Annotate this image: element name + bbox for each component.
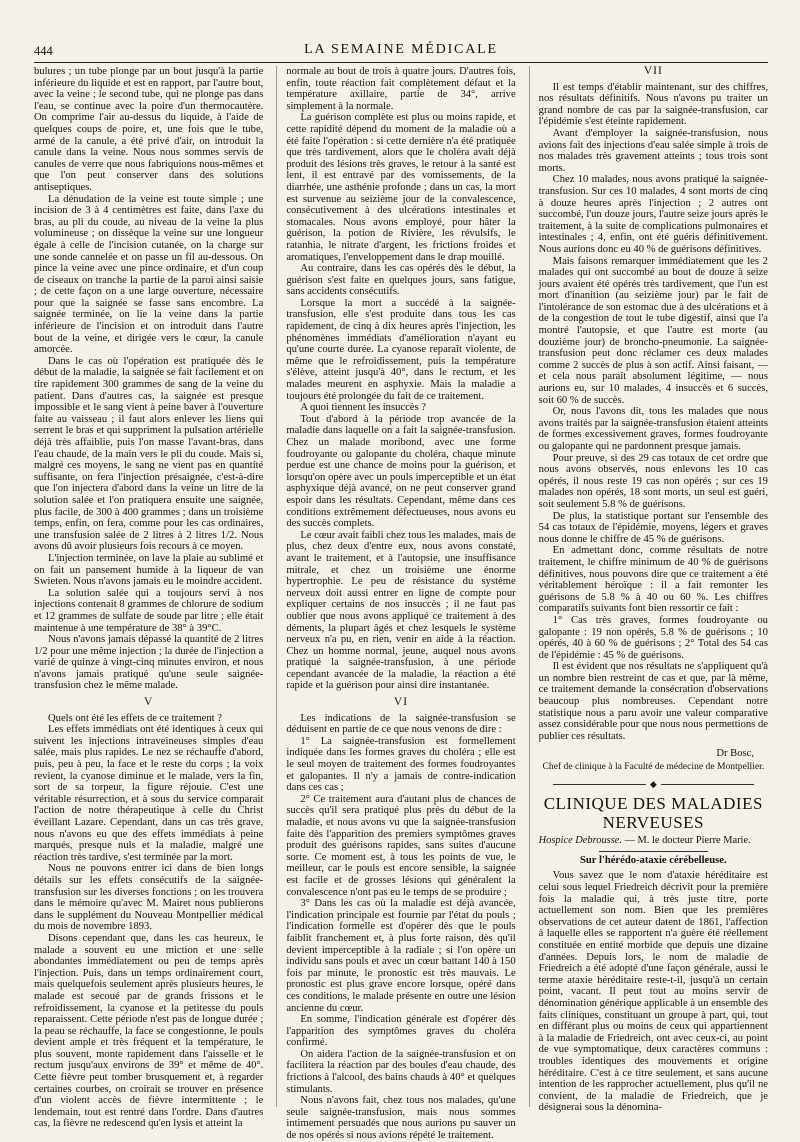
paragraph: 1° La saignée-transfusion est formellement indiquée dans les formes graves du choléra ; elle est le seul moyen de traitement des formes foudroyantes et galopantes. Il n'y a jamais de contre-indication dans ces cas ; — [286, 735, 516, 794]
paragraph: Nous n'avons jamais dépassé la quantité de 2 litres 1/2 pour une même injection ; la durée de l'injection a varié de quinze à vingt-cinq minutes environ, et nous n'avons jamais pratiqué qu'une seule saignée-transfusion chez le même malade. — [34, 634, 264, 692]
column-2 — [276, 66, 516, 1142]
page-header — [34, 37, 768, 63]
paragraph: L'injection terminée, on lave la plaie au sublimé et on fait un pansement humide à la liqueur de van Swieten. Nous n'avons jamais eu le moindre accident. — [34, 552, 264, 588]
paragraph: La guérison complète est plus ou moins rapide, et cette rapidité dépend du moment de la maladie où a été faite l'opération : si cette dernière n'a été pratiquée que très tardivement, alors que le choléra avait déjà produit des lésions très graves, le retour à la santé est lent, il est entravé par des vomissements, de la diarrhée, une asthénie profonde ; dans un cas, la mort est survenue au seizième jour de la convalescence, consécutivement à des ulcérations intestinales et stomacales. Nous avons employé, pour hâter la guérison, la potion de Rivière, les révulsifs, le ratanhia, le nitrate d'argent, les frictions froides et aromatiques, l'enveloppement dans le drap mouillé. — [286, 112, 516, 263]
section-heading-vii: VII — [643, 65, 663, 77]
paragraph: 3° Dans les cas où la maladie est déjà avancée, l'indication principale est fournie par l'état du pouls ; l'indication formelle est d'opérer dès que le pouls faiblit franchement et, à plus forte raison, dès qu'il devient imperceptible à la radiale ; si l'on opère un individu sans pouls et avec un cœur battant 140 à 150 fois par minute, le pronostic est très mauvais. Le pronostic est plus grave encore lorsque, opéré dans ces conditions, le malade présente en outre une lésion ancienne du cœur. — [286, 898, 516, 1014]
short-divider — [599, 851, 708, 852]
section-heading-vi: VI — [393, 696, 409, 709]
ornamental-divider: ◆ — [553, 779, 754, 791]
article-subtitle: Sur l'hérédo-ataxie cérébelleuse. — [580, 854, 727, 866]
paragraph: Mais faisons remarquer immédiatement que les 2 malades qui ont succombé au bout de douze à seize jours avaient été opérés très tardivement, que l'un est mort d'inanition (au seizième jour) par le fait de l'intolérance de son estomac due à des ulcérations et à de la congestion de tout le tube digestif, ainsi que l'a montré l'autopsie, et que l'autre est morte (au douzième jour) de broncho-pneumonie. La saignée-transfusion peut donc réclamer ces deux malades comme 2 succès de plus à son actif. Ainsi faisant, — et cela nous paraît absolument légitime, — nous aurions eu, sur 10 malades, 4 insuccès et 6 succès, soit 60 % de succès. — [538, 255, 768, 406]
author-signature: Dr Bosc, — [716, 748, 754, 760]
paragraph: Or, nous l'avons dit, tous les malades que nous avons traités par la saignée-transfusion étaient atteints de formes excessivement graves, formes foudroyante ou galopante qui ne pardonnent presque jamais. — [538, 406, 768, 452]
column-3 — [529, 65, 768, 1114]
paragraph: Nous n'avons fait, chez tous nos malades, qu'une seule saignée-transfusion, mais nous sommes intimement persuadés que nous aurions pu sauver un de nos opérés si nous avions répété le traitement. — [286, 1095, 516, 1142]
author-affiliation: Chef de clinique à la Faculté de médecine de Montpellier. — [542, 761, 765, 773]
paragraph: Pour preuve, si des 29 cas totaux de cet ordre que nous avons observés, nous enlevons les 10 cas opérés, il nous reste 19 cas non opérés ; sur ces 19 malades non opérés, 18 sont morts, un seul est guéri, soit seulement 5.8 % de guérisons. — [538, 452, 768, 510]
paragraph: En somme, l'indication générale est d'opérer dès l'apparition des symptômes graves du choléra confirmé. — [286, 1014, 516, 1049]
paragraph: 1° Cas très graves, formes foudroyante ou galopante : 19 non opérés, 5.8 % de guérisons ; 10 opérés, 40 à 60 % de guérisons ; 2° Total des 54 cas de l'épidémie : 45 % de guérisons. — [538, 614, 768, 661]
paragraph: Tout d'abord à la période trop avancée de la maladie dans laquelle on a fait la saignée-transfusion. Chez un malade moribond, avec une forme foudroyante ou galopante du choléra, chaque minute perdue est une chance de moins pour la guérison, et lorsqu'on opère avec un pouls imperceptible et un état asphyxique déjà avancé, on ne peut conserver grand espoir dans les résultats. Cependant, même dans ces conditions extrêmement défectueuses, nous avons eu des succès complets. — [286, 413, 516, 530]
page-number: 444 — [34, 44, 53, 58]
paragraph: La solution salée qui a toujours servi à nos injections contenait 8 grammes de chlorure de sodium et 12 grammes de sulfate de soude par litre ; elle était maintenue à une température de 38° à 39°C. — [34, 587, 264, 634]
hospice-name: Hospice Debrousse. — [538, 835, 622, 847]
hospice-doctor: — M. le docteur Pierre Marie. — [621, 835, 751, 847]
paragraph: Disons cependant que, dans les cas heureux, le malade a souvent eu une miction et une selle abondantes immédiatement ou peu de temps après l'injection. Puis, dans un temps ordinairement court, mais quelquefois seulement après plusieurs heures, le malade est secoué par de grands frissons et le refroidissement, la cyanose et la petitesse du pouls reparaissent. Cette période n'est pas de longue durée ; la peau se réchauffe, la face se congestionne, le pouls devient ample et très fréquent et la température, le plus souvent, monte rapidement dans l'aisselle et le rectum jusqu'aux environs de 39° et même de 40°. Cette fièvre peut tomber brusquement et, à regarder certaines courbes, on croirait se trouver en présence d'un violent accès de fièvre intermittente ; le lendemain, tout est rentré dans l'ordre. Dans d'autres cas, la fièvre ne redescend qu'en lysis et atteint la — [34, 932, 264, 1130]
paragraph: 2° Ce traitement aura d'autant plus de chances de succès qu'il sera pratiqué plus près du début de la maladie, et nous avons vu que la saignée-transfusion faite dès l'apparition des premiers symptômes graves produit des guérisons rapides, sans suites d'aucune sorte. Ce moment est, à tous les points de vue, le meilleur, car le pouls est encore sensible, la saignée est facile et de grosses lésions qui généralent la convalescence n'ont pas eu le temps de se produire ; — [286, 793, 516, 898]
paragraph: Quels ont été les effets de ce traitement ? — [48, 712, 222, 724]
paragraph: Dans le cas où l'opération est pratiquée dès le début de la maladie, la saignée se fait facilement et on tire rapidement 300 grammes de sang de la veine du patient. Dans d'autres cas, la saignée est presque impossible et le sang vient à peine baver à l'ouverture faite au vaisseau ; il faut alors enlever les liens qui serrent le bras et qui suppriment la pulsation artérielle déjà très affaiblie, puis l'on masse l'avant-bras, dans l'eau chaude, de la main vers le pli du coude. Mais si, malgré ces moyens, le sang ne vient pas en quantité suffisante, on fera l'injection présaignée, c'est-à-dire que l'on injectera d'abord dans la veine un litre de la solution salée et l'on pratiquera ensuite une saignée, plus facile, de 300 à 400 grammes ; dans un troisième temps, enfin, on fera, comme pour les cas ordinaires, une transfusion salée de 2 litres à 2 litres 1/2. Nous avons dû avoir plusieurs fois recours à ce moyen. — [34, 355, 264, 553]
clinique-title: CLINIQUE DES MALADIES NERVEUSES — [543, 794, 763, 833]
paragraph: Chez 10 malades, nous avons pratiqué la saignée-transfusion. Sur ces 10 malades, 4 sont morts de cinq à douze heures après l'injection ; 2 autres ont succombé, l'un douze jours, l'autre seize jours après le traitement, à la suite de complications pulmonaires et intestinales ; 4, enfin, ont été guéris définitivement. Nous aurions donc eu 40 % de guérisons définitives. — [538, 174, 768, 255]
paragraph: Lorsque la mort a succédé à la saignée-transfusion, elle s'est produite dans tous les cas rapidement, de cinq à dix heures après l'injection, les phénomènes immédiats d'amélioration n'ayant eu qu'une courte durée. La cyanose reparaît violente, de même que le refroidissement, puis la température s'élève, atteint jusqu'à 40°, dans le rectum, et les malades meurent en asphyxie. Mais la maladie a toujours été prolongée du fait de ce traitement. — [286, 297, 516, 402]
paragraph: Les effets immédiats ont été identiques à ceux qui suivent les injections intraveineuses simples d'eau salée, mais plus rapides. Le nez se réchauffe d'abord, puis, peu à peu, la face et le reste du corps ; la voix revient, la cyanose diminue et le malade, vers la fin, sort de sa torpeur, la figure réjouie. C'est une véritable résurrection, et à sous du service comparait l'action de notre thérapeutique à celle du Christ éveillant Lazare. Cependant, dans un cas très grave, nous n'avons eu que des effets immédiats à peine marqués, presque nuls et la maladie, malgré une réaction très tardive, s'est terminée par la mort. — [34, 724, 264, 863]
paragraph: On aidera l'action de la saignée-transfusion et on facilitera la réaction par des boules d'eau chaude, des frictions à l'alcool, des bains chauds à 40° et quelques stimulants. — [286, 1048, 516, 1095]
paragraph: Le cœur avait faibli chez tous les malades, mais de plus, chez deux d'entre eux, nous avons constaté, avant le traitement, et à l'autopsie, une insuffisance mitrale, et chez un troisième une énorme hypertrophie. Le peu de résistance du système nerveux doit aussi entrer en ligne de compte pour expliquer certains de nos insuccès ; il ne faut pas oublier que nous avons appliqué ce traitement à des déments, la plupart âgés et chez lesquels le système nerveux n'a pu, en rien, venir en aide à la réaction. Chez un homme normal, jeune, auquel nous avons pratiqué la saignée-transfusion, à une période cependant avancée de la maladie, la réaction a été rapide et la guérison pour ainsi dire instantanée. — [286, 529, 516, 692]
journal-title: LA SEMAINE MÉDICALE — [304, 42, 498, 57]
paragraph: Avant d'employer la saignée-transfusion, nous avions fait des injections d'eau salée simple à trois de nos malades très gravement atteints ; tous trois sont morts. — [538, 127, 768, 174]
paragraph: Il est évident que nos résultats ne s'appliquent qu'à un nombre bien restreint de cas et que, par là même, ce traitement demande la consécration d'observations beaucoup plus nombreuses. Cependant notre statistique nous a paru avoir une valeur comparative assez considérable pour que nous nous permettions de publier ces résultats. — [538, 661, 768, 742]
paragraph: Au contraire, dans les cas opérés dès le début, la guérison s'est faite en quelques jours, sans fatigue, sans accidents consécutifs. — [286, 263, 516, 298]
paragraph: La dénudation de la veine est toute simple ; une incision de 3 à 4 centimètres est faite, dans l'axe du bras, au pli du coude, au niveau de la veine la plus volumineuse ; on dissèque la veine sur une longueur égale à celle de l'incision cutanée, on la charge sur une sonde cannelée et on passe un fil au-dessous. On pince la veine avec une pince ordinaire, et d'un coup de ciseaux on tranche la partie de la paroi ainsi saisie ; de cette façon on a une large ouverture, nécessaire pour que la saignée se fasse sans encombre. La saignée terminée, on lie la veine dans la partie inférieure de l'incision et on introduit dans l'autre bout de la veine, et dirigée vers le cœur, la canule amorcée. — [34, 193, 264, 356]
paragraph: Nous ne pouvons entrer ici dans de bien longs détails sur les effets consécutifs de la saignée-transfusion sur les diverses fonctions ; on les trouvera dans le mémoire qu'avec M. Mairet nous publierons dans le supplément du Nouveau Montpellier médical du mois de novembre 1893. — [34, 863, 264, 933]
paragraph: A quoi tiennent les insuccès ? — [300, 402, 426, 414]
paragraph: Les indications de la saignée-transfusion se déduisent en partie de ce que nous venons de dire : — [286, 712, 516, 736]
hospice-line — [539, 835, 768, 847]
paragraph: De plus, la statistique portant sur l'ensemble des 54 cas totaux de l'épidémie, moyens, légers et graves nous donne le chiffre de 45 % de guérisons. — [538, 510, 768, 545]
text-columns — [34, 65, 768, 1142]
paragraph: normale au bout de trois à quatre jours. D'autres fois, enfin, toute réaction fait complètement défaut et la température axillaire, partie de 34°, arrive simplement à la normale. — [286, 66, 516, 112]
column-1 — [34, 66, 264, 1130]
paragraph: Vous savez que le nom d'ataxie héréditaire est celui sous lequel Friedreich décrivit pour la première fois la maladie qui, à très juste titre, porte actuellement son nom. Bien que les premières observations de cet auteur datent de 1861, l'affection à laquelle elles se rapportent n'a guère été réellement constituée en entité morbide que depuis une dizaine d'années. Depuis lors, le nom de maladie de Friedreich a été adopté d'une façon générale, aussi le terme ataxie héréditaire reste-t-il, jusqu'à un certain point, vacant. Il peut tout au moins servir de dénomination générique applicable à un ensemble des faits cliniques, constituant un groupe à part, qui, tout en différant plus ou moins de ceux qui appartiennent à la maladie de Friedreich, ont avec ceux-ci, au point de vue symptomatique, deux caractères communs : troubles identiques des mouvements et origine héréditaire. C'est à ce titre seulement, et sans aucune intention de les rapprocher actuellement, plus qu'il ne convient, de la maladie de Friedreich, que je désignerai sous la dénomina- — [538, 870, 768, 1114]
paragraph: En admettant donc, comme résultats de notre traitement, le chiffre minimum de 40 % de guérisons définitives, nous pouvons dire que ce traitement a été véritablement héroïque : il a fait remonter les guérisons de 5.8 % à 40 ou 60 %. Les chiffres comparatifs suivants font bien ressortir ce fait : — [538, 545, 768, 615]
paragraph: Il est temps d'établir maintenant, sur des chiffres, nos résultats définitifs. Nous n'avons pu traiter un grand nombre de cas par la saignée-transfusion, car l'épidémie s'est éteinte rapidement. — [538, 81, 768, 128]
paragraph: bulures ; un tube plonge par un bout jusqu'à la partie inférieure du liquide et est en rapport, par l'autre bout, avec la veine ; le second tube, qui ne plonge pas dans l'eau, se continue avec la poire d'un thermocautère. On comprime l'air au-dessus du liquide, à l'aide de quelques coups de poire, et, une fois que le tube, armé de la canule, a été privé d'air, on introduit la canule dans la veine. Nous nous sommes servis de canules de verre que nous fabriquions nous-mêmes et que l'on peut conserver dans des solutions antiseptiques. — [34, 66, 264, 193]
section-heading-v: V — [144, 696, 154, 709]
